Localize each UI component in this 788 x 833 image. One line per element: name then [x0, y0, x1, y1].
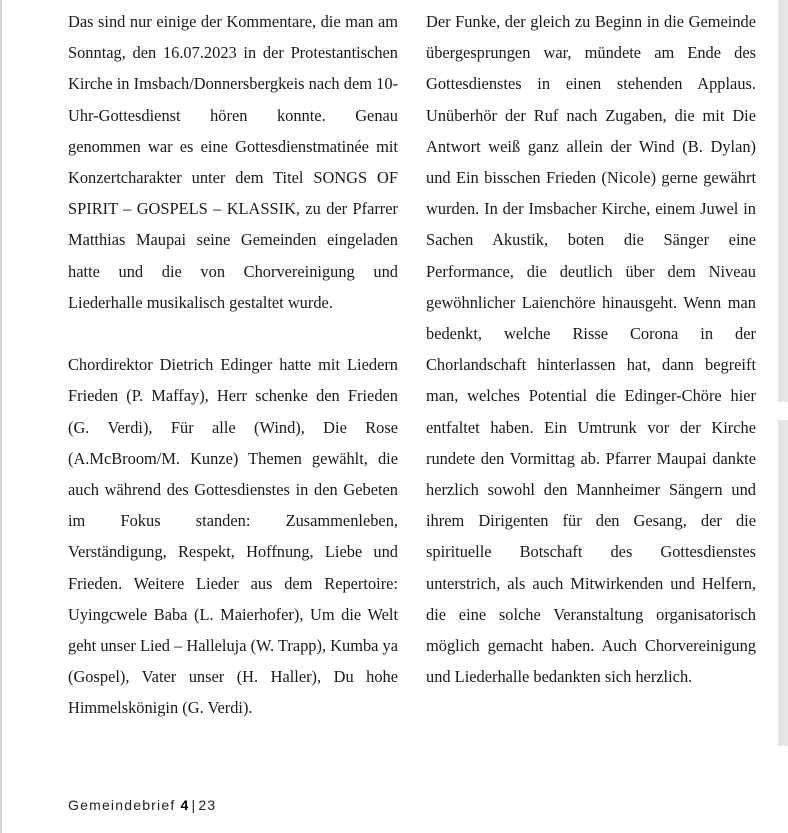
- issue-number: 4: [180, 797, 190, 813]
- article-paragraph: Chordirektor Dietrich Edinger hatte mit Liedern Frieden (P. Maffay), Herr schenke den Frieden (G. Verdi), Für alle (Wind), Die Rose (A.McBroom/M. Kunze) Themen gewählt, die auch während des Gottesdienstes in den Gebeten im Fokus standen: Zusammenleben, Verständigung, Respekt, Hoffnung, Liebe und Frieden. Weitere Lieder aus dem Repertoire: Uyingcwele Baba (L. Maierhofer), Um die Welt geht unser Lied – Halleluja (W. Trapp), Kumba ya (Gospel), Vater unser (H. Haller), Du hohe Himmelskönigin (G. Verdi).: [68, 355, 398, 718]
- publication-name: Gemeindebrief: [68, 797, 176, 813]
- page-footer: [68, 797, 216, 813]
- article-column-right: [426, 6, 756, 692]
- page-left-edge: [0, 0, 2, 833]
- footer-separator: |: [191, 797, 197, 813]
- page-number: 23: [198, 797, 217, 813]
- scrollbar-track-lower[interactable]: [778, 420, 788, 746]
- article-paragraph: Der Funke, der gleich zu Beginn in die Gemeinde übergesprungen war, mündete am Ende des Gottesdienstes in einen stehenden Applaus. Unüberhör der Ruf nach Zugaben, die mit Die Antwort weiß ganz allein der Wind (B. Dylan) und Ein bisschen Frieden (Nicole) gerne gewährt wurden. In der Imsbacher Kirche, einem Juwel in Sachen Akustik, boten die Sänger eine Performance, die deutlich über dem Niveau gewöhnlicher Laienchöre hinausgeht. Wenn man bedenkt, welche Risse Corona in der Chorlandschaft hinterlassen hat, dann begreift man, welches Potential die Edinger-Chöre hier entfaltet haben. Ein Umtrunk vor der Kirche rundete den Vormittag ab. Pfarrer Maupai dankte herzlich sowohl den Mannheimer Sängern und ihrem Dirigenten für den Gesang, der die spirituelle Botschaft des Gottesdienstes unterstrich, als auch Mitwirkenden und Helfern, die eine solche Veranstaltung organisatorisch möglich gemacht haben. Auch Chorvereinigung und Liederhalle bedankten sich herzlich.: [426, 12, 756, 687]
- article-paragraph: Das sind nur einige der Kommentare, die man am Sonntag, den 16.07.2023 in der Protestantischen Kirche in Imsbach/Donnersbergkeis nach dem 10-Uhr-Gottesdienst hören konnte. Genau genommen war es eine Gottesdienstmatinée mit Konzertcharakter unter dem Titel SONGS OF SPIRIT – GOSPELS – KLASSIK, zu der Pfarrer Matthias Maupai seine Gemeinden eingeladen hatte und die von Chorvereinigung und Liederhalle musikalisch gestaltet wurde.: [68, 12, 398, 312]
- article-column-left: [68, 6, 398, 724]
- scrollbar-track-upper[interactable]: [778, 0, 788, 402]
